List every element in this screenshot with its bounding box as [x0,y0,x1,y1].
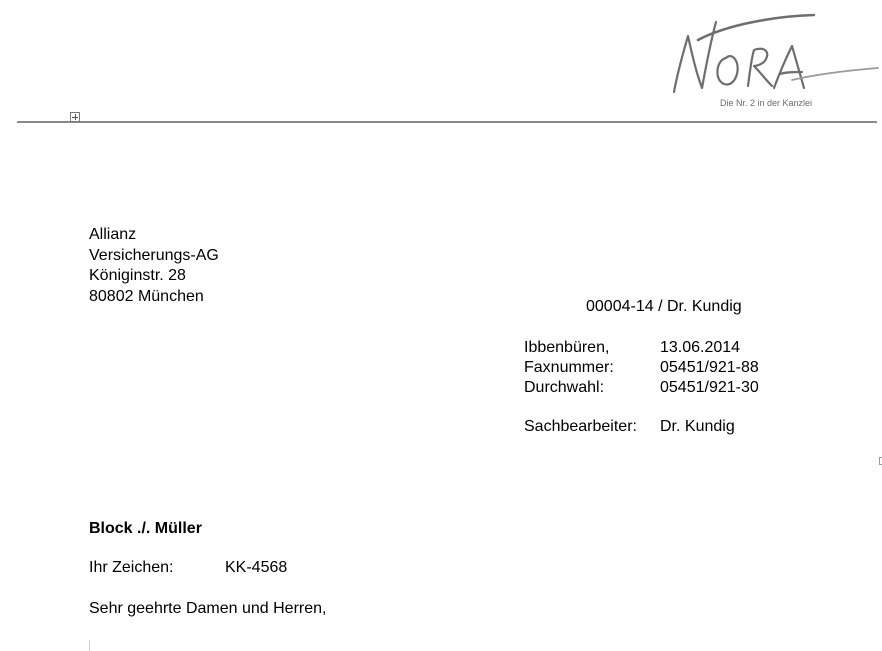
fax-value: 05451/921-88 [660,359,759,376]
info-block [524,338,759,437]
your-reference-label: Ihr Zeichen: [89,559,174,576]
subject-line: Block ./. Müller [89,520,202,537]
nora-logo [668,10,880,114]
direct-value: 05451/921-30 [660,379,759,396]
clerk-label: Sachbearbeiter: [524,418,637,435]
recipient-line: Allianz [89,226,137,243]
recipient-line: Versicherungs-AG [89,246,219,264]
nora-logo-mark [668,10,880,100]
file-reference: 00004-14 / Dr. Kundig [586,298,742,315]
info-row-fax [524,358,759,378]
fax-label: Faxnummer: [524,359,614,376]
clerk-value: Dr. Kundig [660,418,735,435]
info-row-direct [524,378,759,398]
recipient-line: 80802 München [89,287,204,305]
recipient-address [89,225,219,307]
your-reference [89,558,287,578]
greeting: Sehr geehrte Damen und Herren, [89,600,327,617]
info-row-date [524,338,759,358]
header-rule [17,121,877,123]
info-row-clerk [524,417,759,437]
your-reference-value: KK-4568 [225,559,288,576]
logo-tagline: Die Nr. 2 in der Kanzlei [720,98,813,108]
direct-label: Durchwahl: [524,379,605,396]
recipient-line: Königinstr. 28 [89,267,186,284]
place-label: Ibbenbüren, [524,339,610,356]
text-cursor[interactable] [89,640,90,651]
table-move-handle-icon[interactable] [70,112,80,122]
date-value: 13.06.2014 [660,339,741,356]
